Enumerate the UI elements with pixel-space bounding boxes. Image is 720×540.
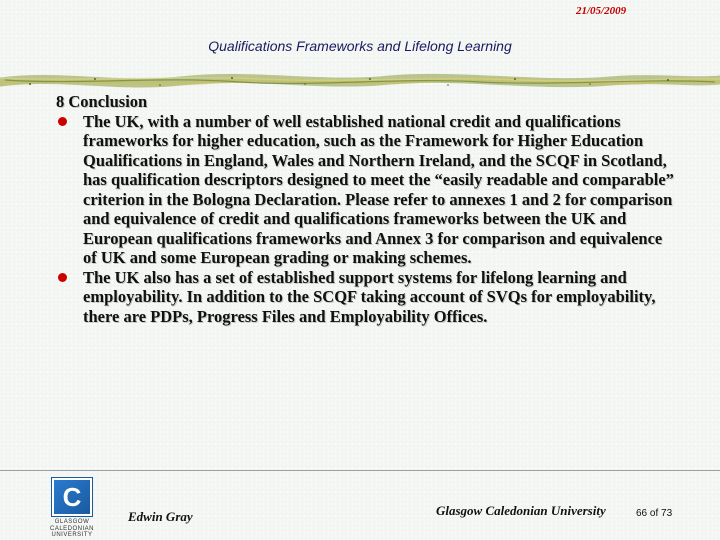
decorative-band (0, 70, 720, 94)
bullet-item (56, 268, 676, 327)
footer-university: Glasgow Caledonian University (436, 503, 606, 518)
slide-date: 21/05/2009 (576, 5, 627, 17)
bullet-text: The UK also has a set of established support systems for lifelong learning and employability. In addition to the SCQF taking account of SVQs for employability, there are PDPs, Progress Files and Employability Offices. (83, 267, 656, 326)
bullet-item (56, 112, 676, 268)
logo-letter: C (62, 482, 82, 512)
section-heading: 8 Conclusion (56, 92, 148, 111)
bullet-text: The UK, with a number of well established national credit and qualifications frameworks for higher education, such as the Framework for Higher Education Qualifications in England, Wales and Northern Ireland, and the SCQF in Scotland, has qualification descriptors designed to meet the “easily readable and comparable” criterion in the Bologna Declaration. Please refer to annexes 1 and 2 for comparison and equivalence of credit and qualifications frameworks between the UK and European qualifications frameworks and Annex 3 for comparison and equivalence of UK and some European grading or making schemes. (83, 111, 674, 267)
logo-line: UNIVERSITY (51, 532, 93, 538)
footer-author: Edwin Gray (128, 509, 193, 524)
bullet-list (56, 112, 676, 327)
logo-mark (52, 478, 92, 516)
bullet-icon (58, 273, 67, 282)
logo-wordmark (46, 519, 98, 539)
university-logo (46, 478, 98, 539)
slide-body (56, 92, 676, 326)
footer-divider (0, 470, 720, 471)
page-number: 66 of 73 (636, 508, 673, 519)
logo-line: CALEDONIAN (49, 525, 94, 532)
bullet-icon (58, 117, 67, 126)
slide-header-title: Qualifications Frameworks and Lifelong Learning (208, 38, 512, 54)
logo-line: GLASGOW (54, 519, 90, 525)
